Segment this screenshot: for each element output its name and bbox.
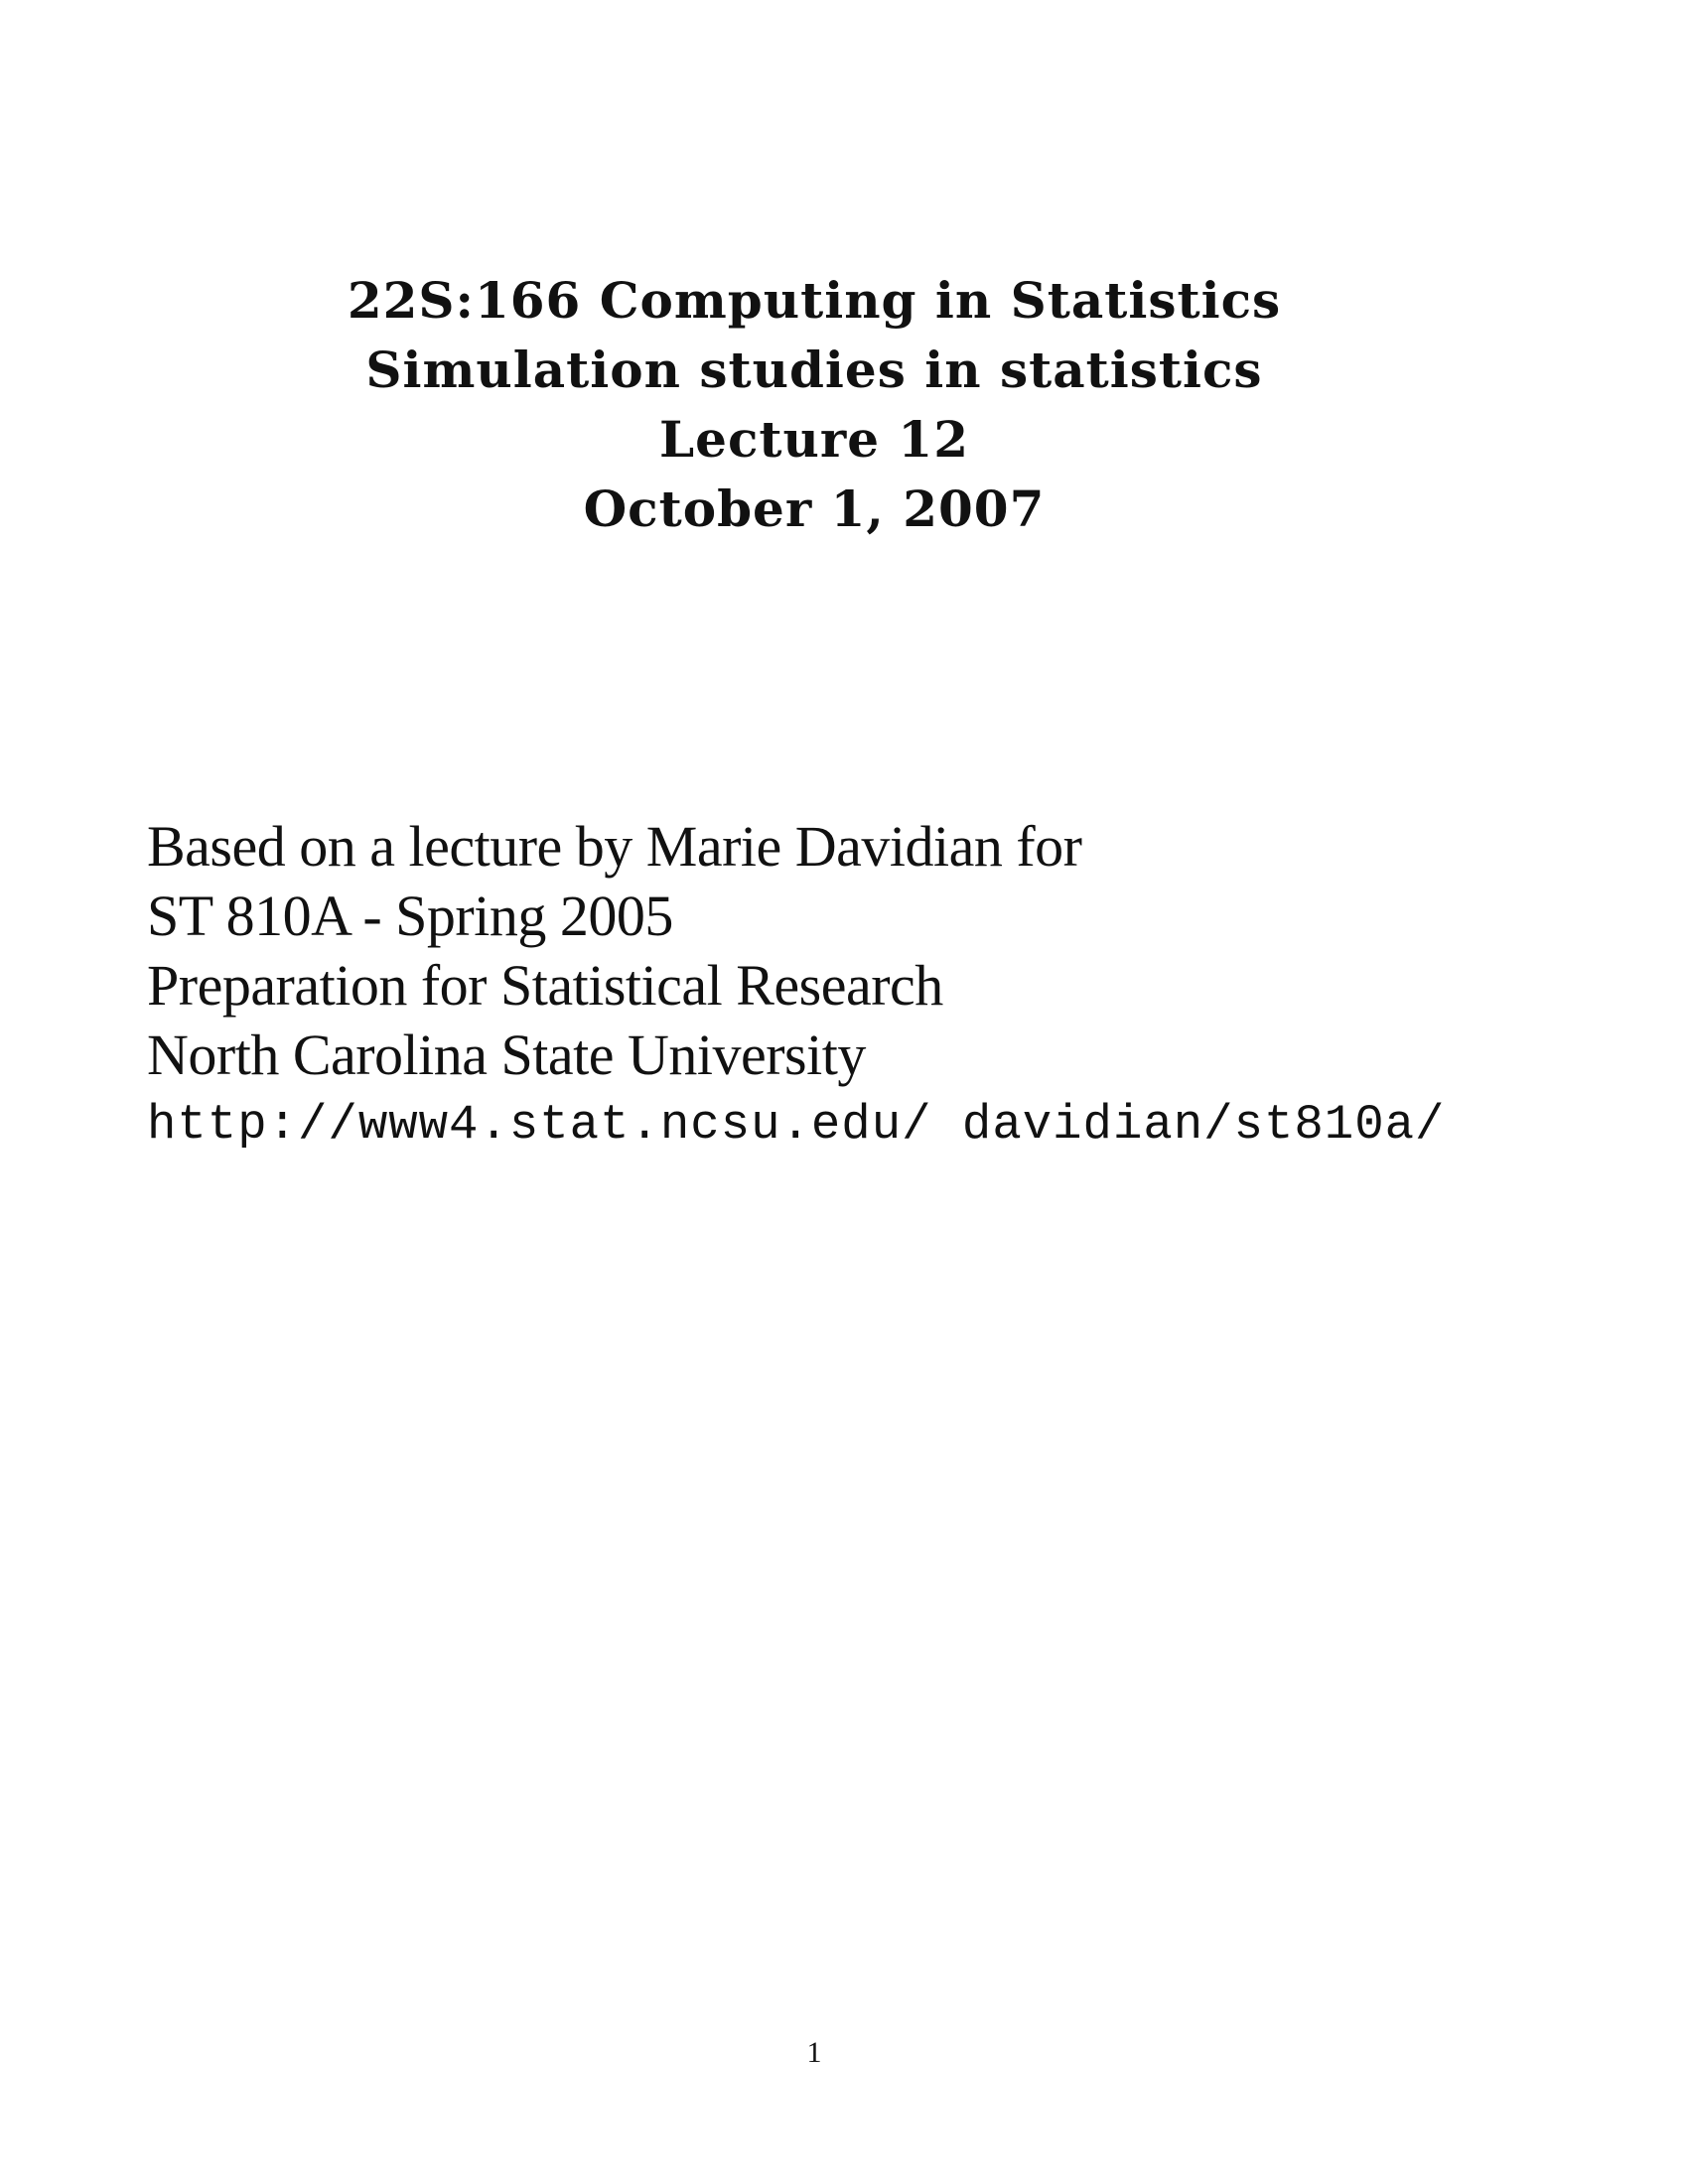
credits-block — [147, 812, 1445, 1160]
credit-line-university: North Carolina State University — [147, 1023, 866, 1087]
credit-line-course: ST 810A - Spring 2005 — [147, 884, 673, 948]
lecture-number: Lecture 12 — [658, 410, 969, 469]
title-block — [0, 266, 1628, 544]
credit-line-course-name: Preparation for Statistical Research — [147, 953, 943, 1018]
lecture-date: October 1, 2007 — [583, 479, 1046, 538]
credit-line-source: Based on a lecture by Marie Davidian for — [147, 814, 1082, 879]
lecture-topic: Simulation studies in statistics — [365, 341, 1263, 399]
credit-url: http://www4.stat.ncsu.edu/ davidian/st810a/ — [147, 1097, 1446, 1153]
course-title: 22S:166 Computing in Statistics — [347, 271, 1282, 330]
page-number: 1 — [806, 2036, 822, 2069]
